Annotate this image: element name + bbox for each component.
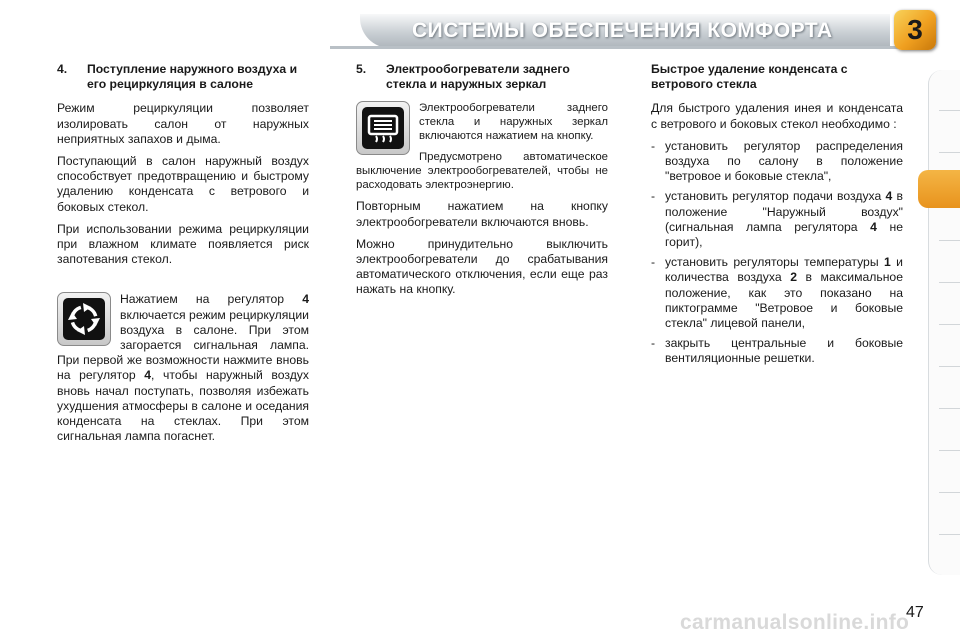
tab-divider (939, 492, 960, 493)
paragraph: Поступающий в салон наружный воздух способствует предотвращению и быстрому удалению конденсата с ветрового и боковых стекол. (57, 154, 309, 214)
page-title: СИСТЕМЫ ОБЕСПЕЧЕНИЯ КОМФОРТА (412, 19, 833, 42)
paragraph: Для быстрого удаления инея и конденсата с ветрового и боковых стекол необходимо : (651, 101, 903, 131)
section-number: 4. (57, 62, 68, 76)
tab-divider (939, 152, 960, 153)
chapter-tabs (928, 70, 960, 575)
list-item: - закрыть центральные и боковые вентиляционные решетки. (651, 336, 903, 366)
section-heading (57, 62, 309, 92)
paragraph: При использовании режима рециркуляции при влажном климате появляется риск запотевания стекол. (57, 221, 309, 267)
page-header (0, 0, 960, 62)
section-heading (356, 62, 608, 92)
paragraph: Режим рециркуляции позволяет изолировать салон от наружных неприятных запахов и дыма. (57, 101, 309, 146)
section-number: 5. (356, 62, 367, 76)
section-title: Электрообогреватели заднего стекла и наружных зеркал (386, 62, 570, 92)
section-recirculation (57, 62, 309, 451)
tab-divider (939, 408, 960, 409)
page-number: 47 (906, 604, 924, 621)
recirculation-icon (57, 292, 111, 346)
list-item: - установить регуляторы температуры 1 и количества воздуха 2 в максимальное положение, как это показано на пиктограмме "Ветровое и боковые стекла" лицевой панели, (651, 255, 903, 331)
section-title: Быстрое удаление конденсата с ветрового стекла (651, 62, 848, 92)
list-item: - установить регулятор подачи воздуха 4 в положение "Наружный воздух" (сигнальная лампа регулятора 4 не горит), (651, 189, 903, 250)
section-title: Поступление наружного воздуха и его рециркуляция в салоне (87, 62, 298, 92)
active-chapter-tab[interactable] (918, 170, 960, 208)
section-quick-defog (651, 62, 903, 372)
paragraph: Электрообогреватели заднего стекла и наружных зеркал включаются нажатием на кнопку. (419, 102, 608, 143)
rear-defrost-icon (356, 101, 410, 155)
tab-divider (939, 282, 960, 283)
chapter-badge (894, 10, 936, 50)
tab-divider (939, 110, 960, 111)
tab-divider (939, 534, 960, 535)
paragraph: Нажатием на регулятор 4 включается режим рециркуляции воздуха в салоне. При этом загорается сигнальная лампа. При первой же возможности нажмите вновь на регулятор 4, чтобы наружный воздух вновь начал поступать, позволяя избежать ухудшения атмосферы в салоне и оседания конденсата на стеклах. При этом сигнальная лампа погаснет. (57, 292, 309, 444)
watermark: carmanualsonline.info (680, 611, 910, 634)
steps-list (651, 139, 903, 367)
tab-divider (939, 450, 960, 451)
paragraph: Предусмотрено автоматическое выключение электрообогревателей, чтобы не расходовать электроэнергию. (356, 151, 608, 192)
paragraph: Можно принудительно выключить электрообогреватели до срабатывания автоматического отключения, если еще раз нажать на кнопку. (356, 236, 608, 297)
list-item: - установить регулятор распределения воздуха по салону в положение "ветровое и боковые стекла", (651, 138, 903, 184)
tab-divider (939, 366, 960, 367)
chapter-number: 3 (907, 14, 923, 45)
tab-divider (939, 240, 960, 241)
paragraph: Повторным нажатием на кнопку электрообогреватели включаются вновь. (356, 199, 608, 229)
tab-divider (939, 324, 960, 325)
section-rear-defrost (356, 62, 608, 305)
